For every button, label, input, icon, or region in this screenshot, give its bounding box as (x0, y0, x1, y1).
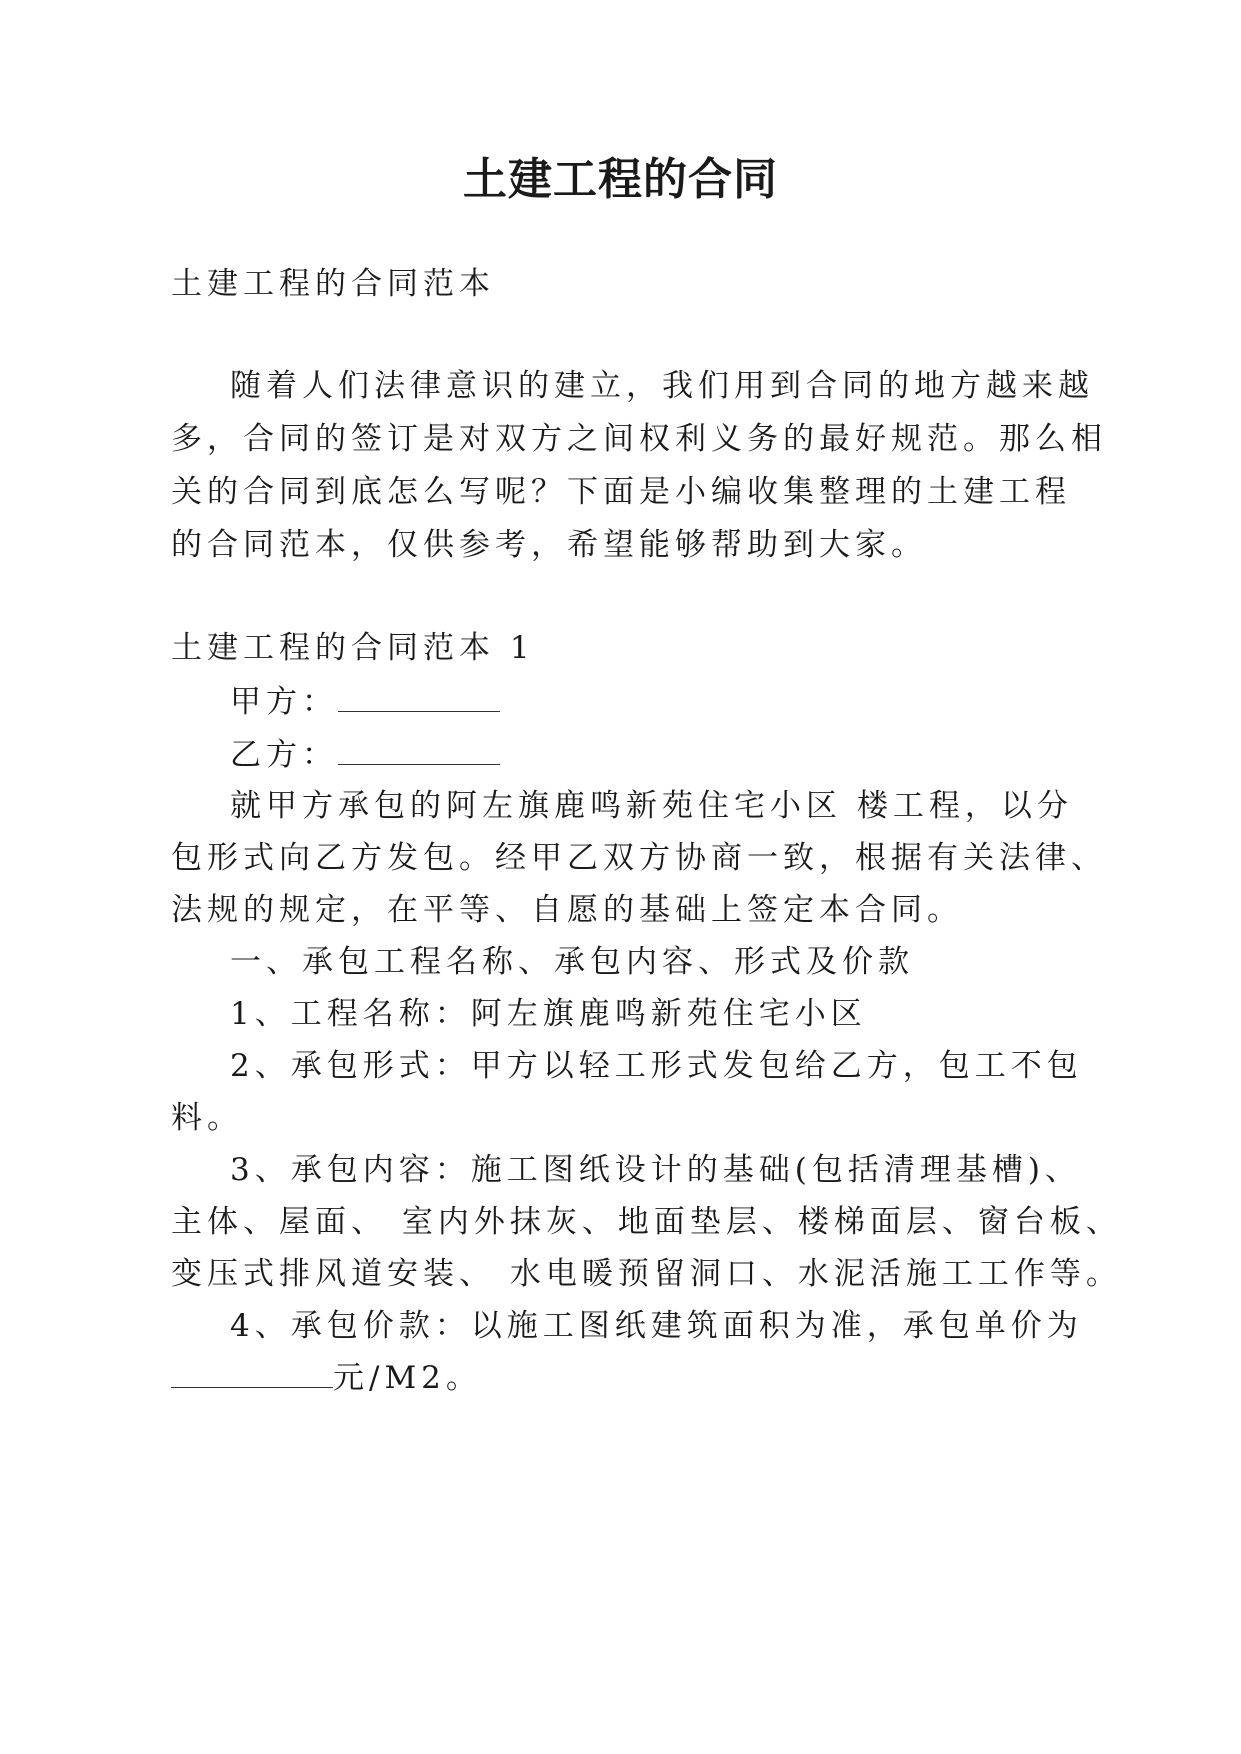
body-line-2: 包形式向乙方发包。经甲乙双方协商一致，根据有关法律、 (171, 840, 1107, 876)
clause-1-1: 1、工程名称：阿左旗鹿鸣新苑住宅小区 (230, 996, 867, 1032)
party-b-line (230, 733, 500, 777)
price-blank (171, 1357, 333, 1388)
clause-1-3-cont-1: 主体、屋面、 室内外抹灰、地面垫层、楼梯面层、窗台板、 (171, 1204, 1122, 1240)
clause-1-3-cont-2: 变压式排风道安装、 水电暖预留洞口、水泥活施工工作等。 (171, 1256, 1122, 1292)
body-line-3: 法规的规定，在平等、自愿的基础上签定本合同。 (171, 892, 963, 928)
section-heading: 土建工程的合同范本 1 (171, 630, 535, 666)
clause-heading-1: 一、承包工程名称、承包内容、形式及价款 (230, 944, 914, 980)
intro-line-4: 的合同范本，仅供参考，希望能够帮助到大家。 (171, 527, 927, 563)
document-subtitle: 土建工程的合同范本 (171, 266, 495, 302)
clause-1-3: 3、承包内容：施工图纸设计的基础(包括清理基槽)、 (230, 1152, 1081, 1188)
intro-line-1: 随着人们法律意识的建立，我们用到合同的地方越来越 (230, 368, 1094, 404)
party-b-label: 乙方： (230, 737, 338, 773)
intro-line-3: 关的合同到底怎么写呢？下面是小编收集整理的土建工程 (171, 474, 1071, 510)
party-a-label: 甲方： (230, 684, 338, 720)
intro-line-2: 多，合同的签订是对双方之间权利义务的最好规范。那么相 (171, 421, 1107, 457)
party-a-blank (338, 681, 500, 712)
clause-1-4: 4、承包价款：以施工图纸建筑面积为准，承包单价为 (230, 1308, 1083, 1344)
price-unit: 元/M2。 (333, 1360, 482, 1396)
party-a-line (230, 680, 500, 724)
body-line-1: 就甲方承包的阿左旗鹿鸣新苑住宅小区 楼工程，以分 (230, 788, 1073, 824)
price-line (171, 1356, 482, 1400)
party-b-blank (338, 734, 500, 765)
clause-1-2: 2、承包形式：甲方以轻工形式发包给乙方，包工不包 (230, 1048, 1083, 1084)
document-title: 土建工程的合同 (463, 154, 778, 205)
clause-1-2-cont: 料。 (171, 1100, 243, 1136)
